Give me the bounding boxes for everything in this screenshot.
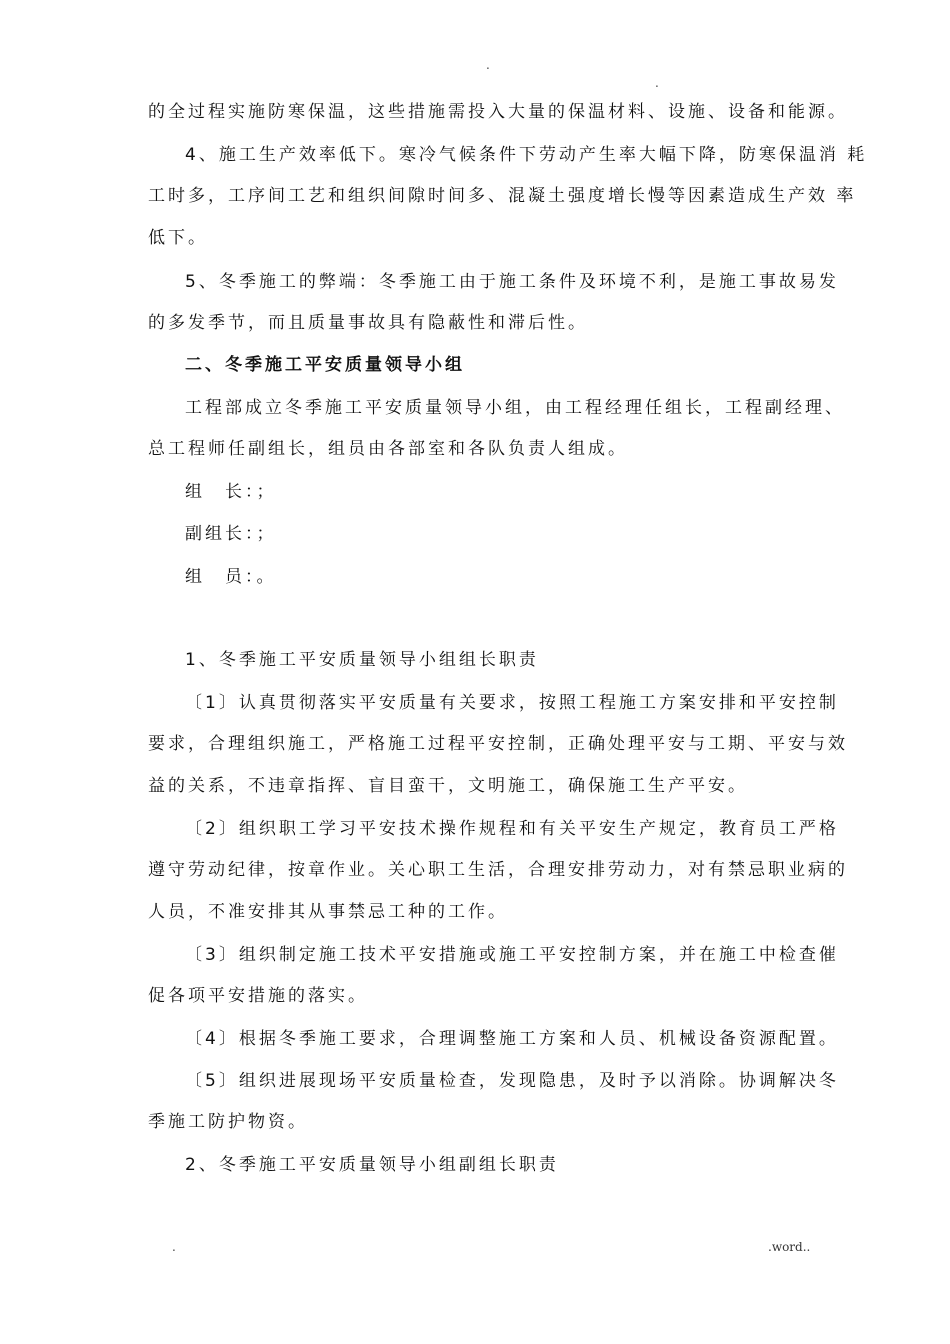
- paragraph-line: 〔5〕组织进展现场平安质量检查，发现隐患，及时予以消除。协调解决冬: [185, 1071, 839, 1091]
- paragraph-line: 工时多，工序间工艺和组织间隙时间多、混凝土强度增长慢等因素造成生产效 率: [148, 186, 857, 206]
- paragraph-line: 的全过程实施防寒保温，这些措施需投入大量的保温材料、设施、设备和能源。: [148, 102, 848, 122]
- member-line: 副组长：；: [185, 524, 277, 544]
- paragraph-line: 总工程师任副组长，组员由各部室和各队负责人组成。: [148, 439, 628, 459]
- footer-mark: .word..: [768, 1240, 811, 1254]
- footer-dot: .: [172, 1240, 176, 1254]
- subsection-heading: 1、冬季施工平安质量领导小组组长职责: [185, 650, 539, 670]
- paragraph-line: 促各项平安措施的落实。: [148, 986, 368, 1006]
- paragraph-line: 〔2〕组织职工学习平安技术操作规程和有关平安生产规定，教育员工严格: [185, 819, 839, 839]
- paragraph-line: 低下。: [148, 228, 208, 248]
- paragraph-line: 〔1〕认真贯彻落实平安质量有关要求，按照工程施工方案安排和平安控制: [185, 693, 839, 713]
- member-line: 组 长：；: [185, 482, 277, 502]
- paragraph-line: 人员，不准安排其从事禁忌工种的工作。: [148, 902, 508, 922]
- header-dot: .: [655, 76, 659, 90]
- paragraph-line: 的多发季节，而且质量事故具有隐蔽性和滞后性。: [148, 313, 588, 333]
- paragraph-line: 〔3〕组织制定施工技术平安措施或施工平安控制方案，并在施工中检查催: [185, 945, 839, 965]
- paragraph-line: 季施工防护物资。: [148, 1112, 308, 1132]
- header-dot: .: [486, 58, 490, 72]
- section-heading: 二、冬季施工平安质量领导小组: [185, 355, 465, 375]
- paragraph-line: 〔4〕根据冬季施工要求，合理调整施工方案和人员、机械设备资源配置。: [185, 1029, 839, 1049]
- paragraph-line: 益的关系，不违章指挥、盲目蛮干，文明施工，确保施工生产平安。: [148, 776, 748, 796]
- subsection-heading: 2、冬季施工平安质量领导小组副组长职责: [185, 1155, 559, 1175]
- paragraph-line: 工程部成立冬季施工平安质量领导小组，由工程经理任组长，工程副经理、: [185, 398, 845, 418]
- paragraph-line: 5、冬季施工的弊端：冬季施工由于施工条件及环境不利，是施工事故易发: [185, 272, 839, 292]
- paragraph-line: 遵守劳动纪律，按章作业。关心职工生活，合理安排劳动力，对有禁忌职业病的: [148, 860, 848, 880]
- member-line: 组 员：。: [185, 567, 277, 587]
- paragraph-line: 要求，合理组织施工，严格施工过程平安控制，正确处理平安与工期、平安与效: [148, 734, 848, 754]
- paragraph-line: 4、施工生产效率低下。寒冷气候条件下劳动产生率大幅下降，防寒保温消 耗: [185, 145, 868, 165]
